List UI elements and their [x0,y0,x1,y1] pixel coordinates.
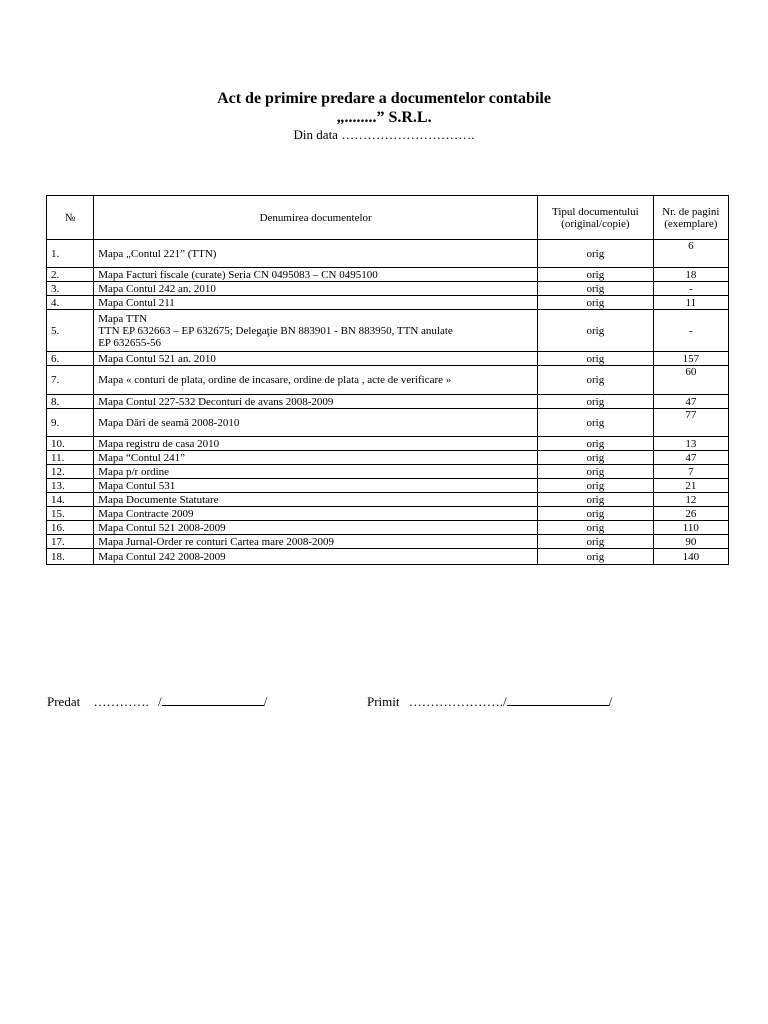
row-number: 9. [47,409,94,437]
row-number: 13. [47,479,94,493]
header-number: № [47,196,94,240]
row-document-name: Mapa Contracte 2009 [94,507,538,521]
row-document-type: orig [538,549,654,565]
row-document-type: orig [538,479,654,493]
row-document-name: Mapa Contul 521 an. 2010 [94,352,538,366]
row-document-type: orig [538,465,654,479]
row-page-count: 140 [653,549,728,565]
primit-label: Primit [367,694,400,709]
table-row [47,296,729,310]
row-page-count: 26 [653,507,728,521]
table-row [47,479,729,493]
primit-signature-line [507,693,609,706]
table-row [47,366,729,395]
row-document-type: orig [538,268,654,282]
row-document-name-line: Mapa TTN [98,312,148,325]
receipt-signature [367,693,612,710]
row-page-count: 6 [653,240,728,268]
row-document-type: orig [538,451,654,465]
row-page-count: - [653,310,728,352]
row-page-count: 21 [653,479,728,493]
row-number: 7. [47,366,94,395]
row-document-type: orig [538,493,654,507]
row-document-type: orig [538,366,654,395]
row-document-name: Mapa Facturi fiscale (curate) Seria CN 0495083 – CN 0495100 [94,268,538,282]
table-row [47,451,729,465]
row-number: 3. [47,282,94,296]
row-document-type: orig [538,240,654,268]
row-document-name-line: TTN EP 632663 – EP 632675; Delegaţie BN 883901 - BN 883950, TTN anulate [98,324,453,337]
row-document-type: orig [538,521,654,535]
predat-slash-open: / [157,694,162,709]
table-row [47,549,729,565]
row-number: 11. [47,451,94,465]
row-document-name: Mapa “Contul 241” [94,451,538,465]
document-title: Act de primire predare a documentelor contabile [217,90,551,107]
header-document-name: Denumirea documentelor [94,196,538,240]
row-document-name: Mapa registru de casa 2010 [94,437,538,451]
documents-table [46,195,729,565]
row-number: 16. [47,521,94,535]
primit-slash-open: / [503,694,507,709]
row-page-count: 13 [653,437,728,451]
date-line: Din data …………………………. [293,127,475,142]
row-document-name-line: EP 632655-56 [98,336,162,349]
row-page-count: 47 [653,451,728,465]
table-row [47,395,729,409]
row-document-type: orig [538,535,654,549]
predat-slash-close: / [263,694,268,709]
row-page-count: 18 [653,268,728,282]
row-page-count: 60 [653,366,728,395]
row-document-type: orig [538,437,654,451]
row-number: 10. [47,437,94,451]
row-number: 15. [47,507,94,521]
row-number: 18. [47,549,94,565]
table-row [47,268,729,282]
predat-label: Predat [47,694,81,709]
row-page-count: 47 [653,395,728,409]
row-document-type: orig [538,409,654,437]
company-name: „........” S.R.L. [336,109,432,126]
row-document-name: Mapa Jurnal-Order re conturi Cartea mare 2008-2009 [94,535,538,549]
table-row [47,493,729,507]
row-number: 17. [47,535,94,549]
header-document-type: Tipul documentului (original/copie) [538,196,654,240]
row-document-type: orig [538,395,654,409]
row-document-name [94,310,538,352]
table-row [47,240,729,268]
table-row [47,352,729,366]
row-document-name: Mapa Contul 242 2008-2009 [94,549,538,565]
row-number: 4. [47,296,94,310]
table-row [47,437,729,451]
primit-slash-close: / [608,694,613,709]
row-page-count: 12 [653,493,728,507]
table-row [47,507,729,521]
row-document-type: orig [538,507,654,521]
row-page-count: - [653,282,728,296]
table-row [47,465,729,479]
row-document-type: orig [538,296,654,310]
table-row [47,282,729,296]
row-document-name: Mapa p/r ordine [94,465,538,479]
row-number: 12. [47,465,94,479]
row-page-count: 77 [653,409,728,437]
row-document-name: Mapa „Contul 221” (TTN) [94,240,538,268]
row-document-name: Mapa Contul 242 an. 2010 [94,282,538,296]
row-page-count: 11 [653,296,728,310]
table-row [47,521,729,535]
header-page-count: Nr. de pagini (exemplare) [653,196,728,240]
row-number: 8. [47,395,94,409]
table-header-row [47,196,729,240]
row-document-name: Mapa Contul 531 [94,479,538,493]
row-document-name: Mapa Contul 211 [94,296,538,310]
row-number: 6. [47,352,94,366]
row-page-count: 157 [653,352,728,366]
row-page-count: 90 [653,535,728,549]
primit-dots: …………………. [408,694,504,709]
row-document-name: Mapa Dări de seamă 2008-2010 [94,409,538,437]
predat-signature-line [162,693,264,706]
row-document-type: orig [538,310,654,352]
row-document-name: Mapa Documente Statutare [94,493,538,507]
row-document-name: Mapa Contul 227-532 Deconturi de avans 2008-2009 [94,395,538,409]
row-number: 2. [47,268,94,282]
row-document-name: Mapa Contul 521 2008-2009 [94,521,538,535]
row-page-count: 7 [653,465,728,479]
predat-dots: …………. [93,694,149,709]
table-row [47,310,729,352]
row-number: 14. [47,493,94,507]
table-row [47,535,729,549]
table-row [47,409,729,437]
row-document-type: orig [538,352,654,366]
row-number: 1. [47,240,94,268]
row-document-type: orig [538,282,654,296]
row-document-name: Mapa « conturi de plata, ordine de incasare, ordine de plata , acte de verificare » [94,366,538,395]
row-page-count: 110 [653,521,728,535]
handover-signature [47,693,267,710]
row-number: 5. [47,310,94,352]
